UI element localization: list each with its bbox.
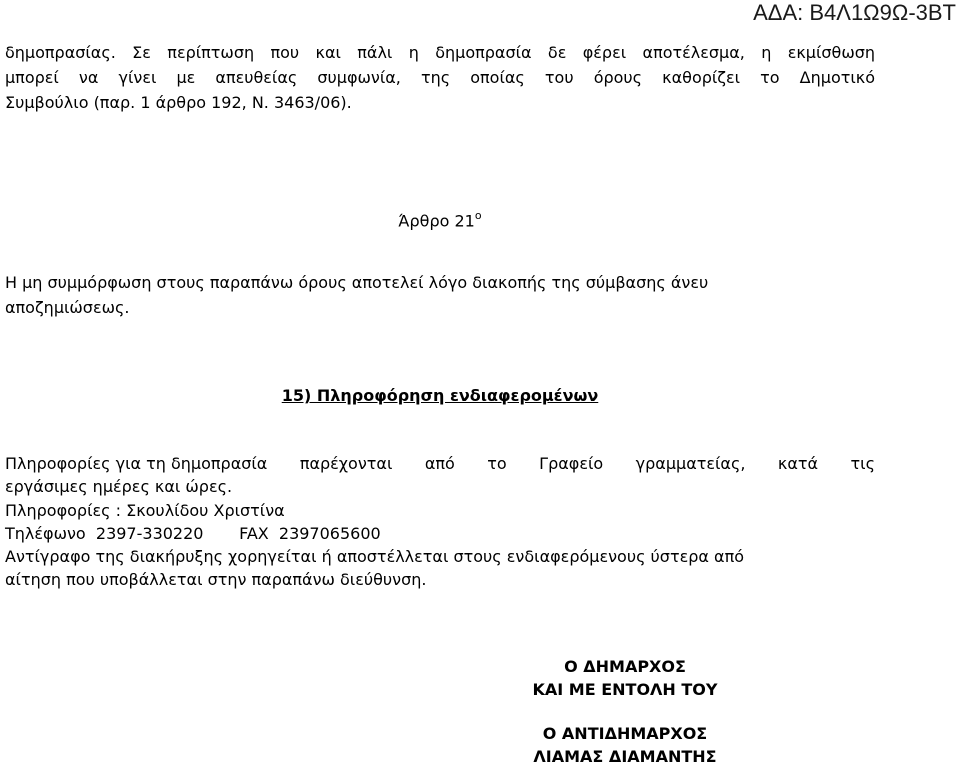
fax-label: FAX [239, 523, 269, 543]
paragraph-line: μπορεί να γίνει με απευθείας συμφωνία, της οποίας του όρους καθορίζει το Δημοτικό [5, 68, 875, 87]
info-word: παρέχονται [299, 454, 393, 473]
info-word: κατά [777, 454, 819, 473]
contact-person: Πληροφορίες : Σκουλίδου Χριστίνα [5, 500, 285, 520]
paragraph-line: δημοπρασίας. Σε περίπτωση που και πάλι η δημοπρασία δε φέρει αποτέλεσμα, η εκμίσθωση [5, 43, 875, 62]
info-word: από [424, 454, 455, 473]
info-word: το [487, 454, 507, 473]
paragraph-line: Η μη συμμόρφωση στους παραπάνω όρους αποτελεί λόγο διακοπής της σύμβασης άνευ [5, 273, 709, 292]
info-word: γραμματείας, [635, 454, 746, 473]
signature-block-mayor [0, 655, 960, 701]
info-word: Πληροφορίες για τη δημοπρασία [5, 454, 268, 473]
signature-name: ΛΙΑΜΑΣ ΔΙΑΜΑΝΤΗΣ [533, 747, 717, 766]
fax-number: 2397065600 [278, 523, 381, 543]
phone-fax-line [5, 522, 875, 545]
article-title-text: Άρθρο 21 [398, 211, 475, 231]
phone-label: Τηλέφωνο [5, 523, 86, 543]
section-15-body [5, 452, 875, 592]
article-21-text [5, 270, 875, 320]
info-word: Γραφείο [539, 454, 604, 473]
article-21-title [0, 204, 880, 233]
paragraph-auction-continuation [5, 40, 875, 115]
copy-line: Αντίγραφο της διακήρυξης χορηγείται ή αποστέλλεται στους ενδιαφερόμενους ύστερα από [5, 547, 744, 567]
paragraph-line: Συμβούλιο (παρ. 1 άρθρο 192, Ν. 3463/06). [5, 93, 352, 112]
copy-line: αίτηση που υποβάλλεται στην παραπάνω διεύθυνση. [5, 570, 427, 590]
signature-line: ΚΑΙ ΜΕ ΕΝΤΟΛΗ ΤΟΥ [532, 680, 718, 699]
info-word: τις [850, 454, 875, 473]
phone-number: 2397-330220 [95, 523, 204, 543]
info-line-hours: εργάσιμες ημέρες και ώρες. [5, 477, 233, 497]
signature-line: Ο ΔΗΜΑΡΧΟΣ [564, 657, 686, 676]
paragraph-line: αποζημιώσεως. [5, 298, 130, 317]
info-line [5, 452, 875, 475]
signature-line: Ο ΑΝΤΙΔΗΜΑΡΧΟΣ [542, 724, 708, 743]
ada-code: ΑΔΑ: Β4Λ1Ω9Ω-3ΒΤ [753, 0, 956, 25]
signature-block-deputy [0, 722, 960, 768]
section-15-heading: 15) Πληροφόρηση ενδιαφερομένων [281, 386, 599, 405]
article-title-superscript: ο [474, 209, 482, 222]
